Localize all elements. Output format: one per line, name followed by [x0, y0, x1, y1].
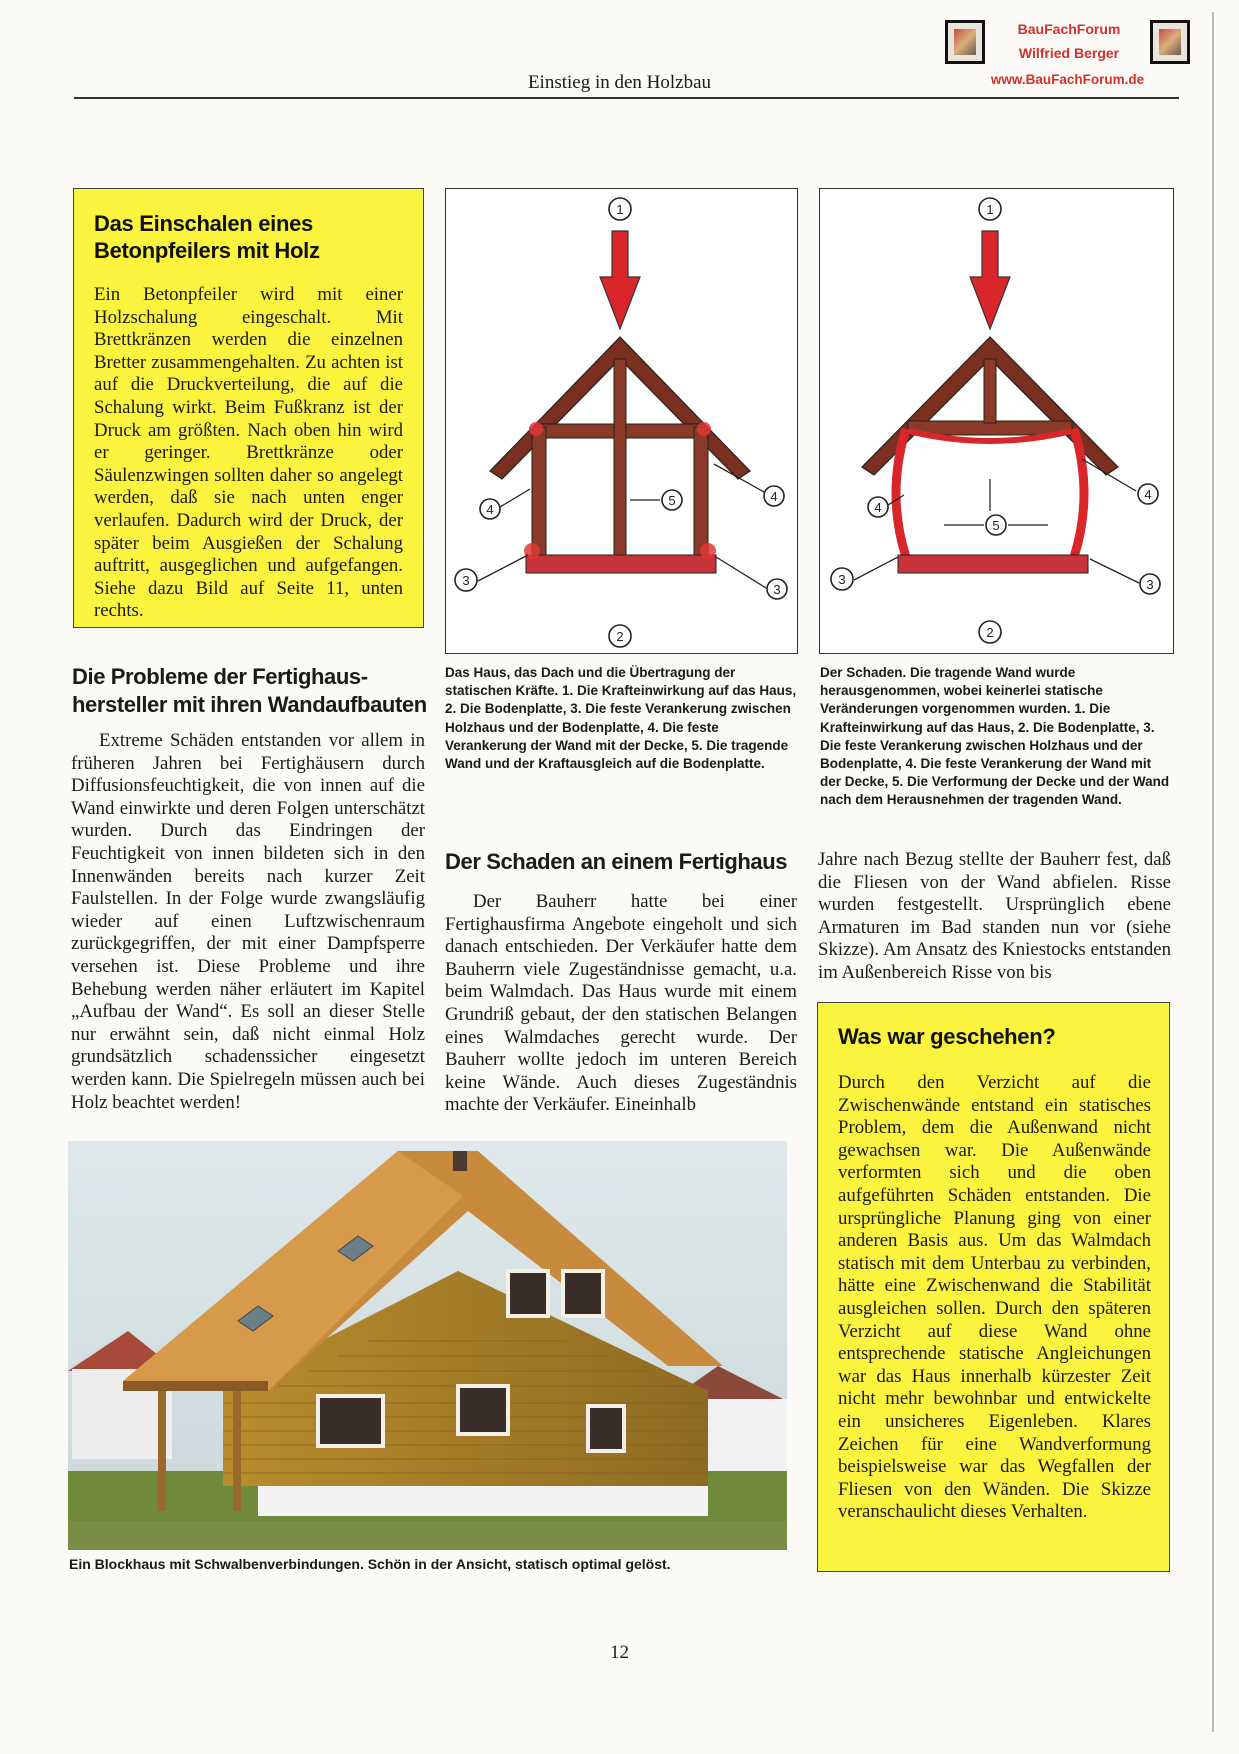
diagram2-label-3-right: 3 [1146, 577, 1154, 592]
page-edge-line [1212, 12, 1214, 1732]
section-title-fertighaus-probleme: Die Probleme der Fertighaus- hersteller mit ihren Wandaufbauten [72, 664, 427, 717]
photo-caption: Ein Blockhaus mit Schwalbenverbindungen. Schön in der Ansicht, statisch optimal gelöst. [69, 1556, 671, 1572]
diagram2-label-5: 5 [992, 518, 1000, 533]
logo-author: Wilfried Berger [1018, 45, 1120, 61]
header-rule [74, 97, 1179, 99]
diagram1-label-1: 1 [616, 202, 624, 217]
diagram1-label-4-right: 4 [770, 489, 778, 504]
diagram2-caption: Der Schaden. Die tragende Wand wurde herausgenommen, wobei keinerlei statische Veränderungen vorgenommen wurden. 1. Die Krafteinwirkung auf das Haus, 2. Die Bodenplatte, 3. Die feste Verankerung zwischen Holzhaus und der Bodenplatte, 4. Die feste Verankerung der Wand mit der Decke, 5. Die Verformung der Decke und der Wand nach dem Herausnehmen der tragenden Wand. [820, 665, 1170, 808]
force-arrow-icon [970, 231, 1010, 329]
diagram2-label-4-right: 4 [1144, 487, 1152, 502]
diagram1-label-3-left: 3 [462, 573, 470, 588]
info-box-text: Ein Betonpfeiler wird mit einer Holzschalung eingeschalt. Mit Brettkränzen werden die einzelnen Bretter zusammengehalten. Zu achten ist auf die Druckverteilung, die auf die Schalung wirkt. Beim Fußkranz ist der Druck am größten. Nach oben hin wird er geringer. Brettkränze oder Säulenzwingen sollten daher so angelegt werden, daß sie nach unten enger verlaufen. Dadurch wird der Druck, der später beim Ausgießen der Schalung auftritt, ausgeglichen und aufgefangen. Siehe dazu Bild auf Seite 11, unten rechts. [94, 284, 403, 622]
info-box-betonpfeiler [73, 188, 424, 628]
info-box-title: Das Einschalen eines Betonpfeilers mit Holz [94, 211, 320, 263]
diagram2-label-2: 2 [986, 625, 994, 640]
diagram2-label-3-left: 3 [838, 572, 846, 587]
floor-slab [526, 555, 716, 573]
logo-image-left [945, 20, 985, 64]
diagram1-caption: Das Haus, das Dach und die Übertragung der statischen Kräfte. 1. Die Krafteinwirkung auf das Haus, 2. Die Bodenplatte, 3. Die feste Verankerung zwischen Holzhaus und der Bodenplatte, 4. Die feste Verankerung der Wand mit der Decke, 5. Die tragende Wand und der Kraftausgleich auf die Bodenplatte. [445, 665, 797, 772]
running-head: Einstieg in den Holzbau [527, 72, 712, 93]
diagram1-label-2: 2 [616, 629, 624, 644]
logo-url: www.BauFachForum.de [990, 72, 1145, 87]
logo-image-right [1150, 20, 1190, 64]
section-body-fertighaus-probleme: Extreme Schäden entstanden vor allem in früheren Jahren bei Fertighäusern durch Diffusionsfeuchtigkeit, die von innen auf die Wand einwirkte und deren Folgen unterschätzt wurden. Durch das Eindringen der Feuchtigkeit von innen bildeten sich in den Innenwänden bereits nach kurzer Zeit Faulstellen. In der Folge wurde zwangsläufig wieder auf einen Luftzwischenraum zurückgegriffen, der mit einer Dampfsperre versehen ist. Diese Probleme und ihre Behebung werden näher erläutert im Kapitel „Aufbau der Wand“. Es soll an dieser Stelle nur erwähnt sein, daß nicht einmal Holz grundsätzlich schadenssicher eingesetzt werden kann. Die Spielregeln müssen auch bei Holz beachtet werden! [71, 730, 425, 1113]
section-body-schaden-continued: Jahre nach Bezug stellte der Bauherr fest, daß die Fliesen von der Wand abfielen. Risse wurden festgestellt. Ursprünglich ebene Armaturen im Bad standen nun vor (siehe Skizze). Am Ansatz des Kniestocks entstanden im Außenbereich Risse von bis [818, 849, 1171, 983]
diagram-house-damage [819, 188, 1174, 654]
diagram1-label-3-right: 3 [773, 582, 781, 597]
diagram2-label-1: 1 [986, 202, 994, 217]
photo-blockhaus [68, 1141, 787, 1550]
blockhaus-illustration [68, 1141, 787, 1550]
diagram-house-forces [445, 188, 798, 654]
diagram1-label-4-left: 4 [486, 502, 494, 517]
info-box-title: Was war geschehen? [838, 1024, 1056, 1049]
info-box-text: Durch den Verzicht auf die Zwischenwände entstand ein statisches Problem, dem die Außenwand nicht gewachsen war. Die Außenwände verformten sich und die oben aufgeführten Schäden entstanden. Die ursprüngliche Planung ging von einer anderen Basis aus. Um das Walmdach statisch mit dem Unterbau zu verbinden, hätte eine Zwischenwand die Stabilität ausgleichen sollen. Durch den späteren Verzicht auf diese Wand ohne entsprechende statische Angleichungen war das Haus innerhalb kürzester Zeit nicht mehr bewohnbar und entwickelte ein unsicheres Eigenleben. Klares Zeichen für eine Wandverformung beispielsweise war das Wegfallen der Fliesen von den Wänden. Die Skizze veranschaulicht dieses Verhalten. [838, 1072, 1151, 1523]
section-body-schaden: Der Bauherr hatte bei einer Fertighausfirma Angebote eingeholt und sich danach entschieden. Der Verkäufer hatte dem Bauherrn viele Zugeständnisse gemacht, u.a. beim Walmdach. Das Haus wurde mit einem Grundriß gebaut, der den statischen Belangen eines Walmdaches gerecht wurde. Der Bauherr wollte jedoch im unteren Bereich keine Wände. Auch dieses Zugeständnis machte der Verkäufer. Eineinhalb [445, 891, 797, 1116]
diagram2-label-4-left: 4 [874, 500, 882, 515]
force-arrow-icon [600, 231, 640, 329]
diagram1-label-5: 5 [668, 493, 676, 508]
section-title-schaden: Der Schaden an einem Fertighaus [445, 849, 788, 874]
logo-title: BauFachForum [1017, 21, 1121, 37]
page-number: 12 [610, 1642, 629, 1663]
diagram-house-damage-drawing [820, 189, 1172, 652]
info-box-was-war-geschehen [817, 1002, 1170, 1572]
diagram-house-forces-drawing [446, 189, 796, 652]
floor-slab [898, 555, 1088, 573]
